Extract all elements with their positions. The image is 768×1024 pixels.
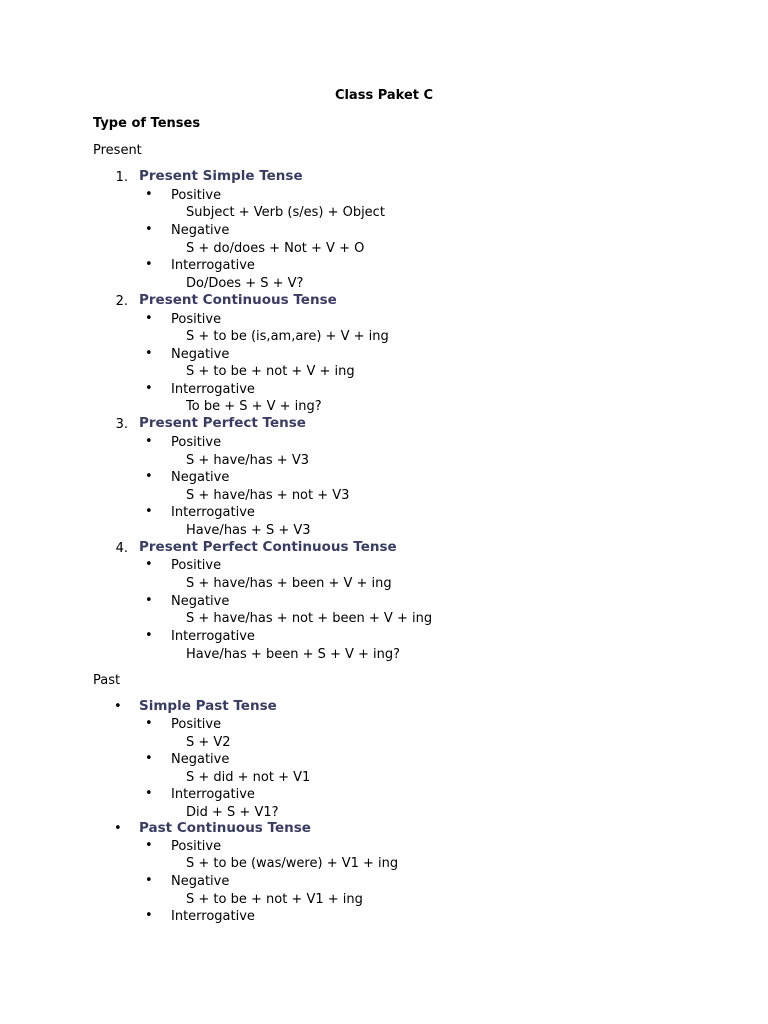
form-label: Negative <box>171 594 230 609</box>
bullet: • <box>114 699 122 714</box>
formula: S + V2 <box>186 735 231 750</box>
list-number: 2. <box>115 294 128 309</box>
formula: To be + S + V + ing? <box>186 399 322 414</box>
bullet: • <box>145 873 153 888</box>
form-label: Positive <box>171 188 222 203</box>
bullet: • <box>145 469 153 484</box>
bullet: • <box>145 346 153 361</box>
formula: S + to be (is,am,are) + V + ing <box>186 329 389 344</box>
formula: Do/Does + S + V? <box>186 276 304 291</box>
bullet: • <box>145 311 153 326</box>
form-label: Positive <box>171 717 222 732</box>
form-label: Interrogative <box>171 909 255 924</box>
form-label: Negative <box>171 347 230 362</box>
bullet: • <box>145 381 153 396</box>
formula: Subject + Verb (s/es) + Object <box>186 205 385 220</box>
present-group-label: Present <box>93 143 142 158</box>
formula: S + to be (was/were) + V1 + ing <box>186 856 399 871</box>
form-label: Interrogative <box>171 382 255 397</box>
bullet: • <box>145 434 153 449</box>
form-label: Negative <box>171 874 230 889</box>
list-number: 1. <box>115 170 128 185</box>
list-number: 3. <box>115 417 128 432</box>
formula: S + to be + not + V1 + ing <box>186 892 363 907</box>
bullet: • <box>145 222 153 237</box>
tense-title: Present Continuous Tense <box>139 292 337 308</box>
formula: S + have/has + not + V3 <box>186 488 350 503</box>
form-label: Positive <box>171 435 222 450</box>
bullet: • <box>145 716 153 731</box>
form-label: Interrogative <box>171 258 255 273</box>
formula: S + to be + not + V + ing <box>186 364 355 379</box>
form-label: Interrogative <box>171 629 255 644</box>
formula: Did + S + V1? <box>186 805 279 820</box>
list-number: 4. <box>115 541 128 556</box>
form-label: Positive <box>171 312 222 327</box>
formula: S + did + not + V1 <box>186 770 311 785</box>
formula: S + do/does + Not + V + O <box>186 241 365 256</box>
form-label: Positive <box>171 839 222 854</box>
bullet: • <box>145 187 153 202</box>
bullet: • <box>145 504 153 519</box>
bullet: • <box>145 908 153 923</box>
form-label: Negative <box>171 752 230 767</box>
form-label: Negative <box>171 470 230 485</box>
formula: S + have/has + been + V + ing <box>186 576 392 591</box>
bullet: • <box>145 557 153 572</box>
past-group-label: Past <box>93 673 121 688</box>
form-label: Interrogative <box>171 787 255 802</box>
formula: Have/has + S + V3 <box>186 523 311 538</box>
form-label: Negative <box>171 223 230 238</box>
tense-title: Present Simple Tense <box>139 168 303 184</box>
bullet: • <box>145 593 153 608</box>
bullet: • <box>145 838 153 853</box>
bullet: • <box>145 751 153 766</box>
formula: Have/has + been + S + V + ing? <box>186 647 401 662</box>
tense-title: Simple Past Tense <box>139 698 277 714</box>
form-label: Interrogative <box>171 505 255 520</box>
tense-title: Present Perfect Continuous Tense <box>139 539 397 555</box>
bullet: • <box>145 628 153 643</box>
section-heading: Type of Tenses <box>93 116 201 131</box>
bullet: • <box>114 821 122 836</box>
tense-title: Past Continuous Tense <box>139 820 311 836</box>
bullet: • <box>145 257 153 272</box>
formula: S + have/has + not + been + V + ing <box>186 611 433 626</box>
document-title: Class Paket C <box>334 88 434 103</box>
tense-title: Present Perfect Tense <box>139 415 306 431</box>
bullet: • <box>145 786 153 801</box>
form-label: Positive <box>171 558 222 573</box>
formula: S + have/has + V3 <box>186 453 309 468</box>
